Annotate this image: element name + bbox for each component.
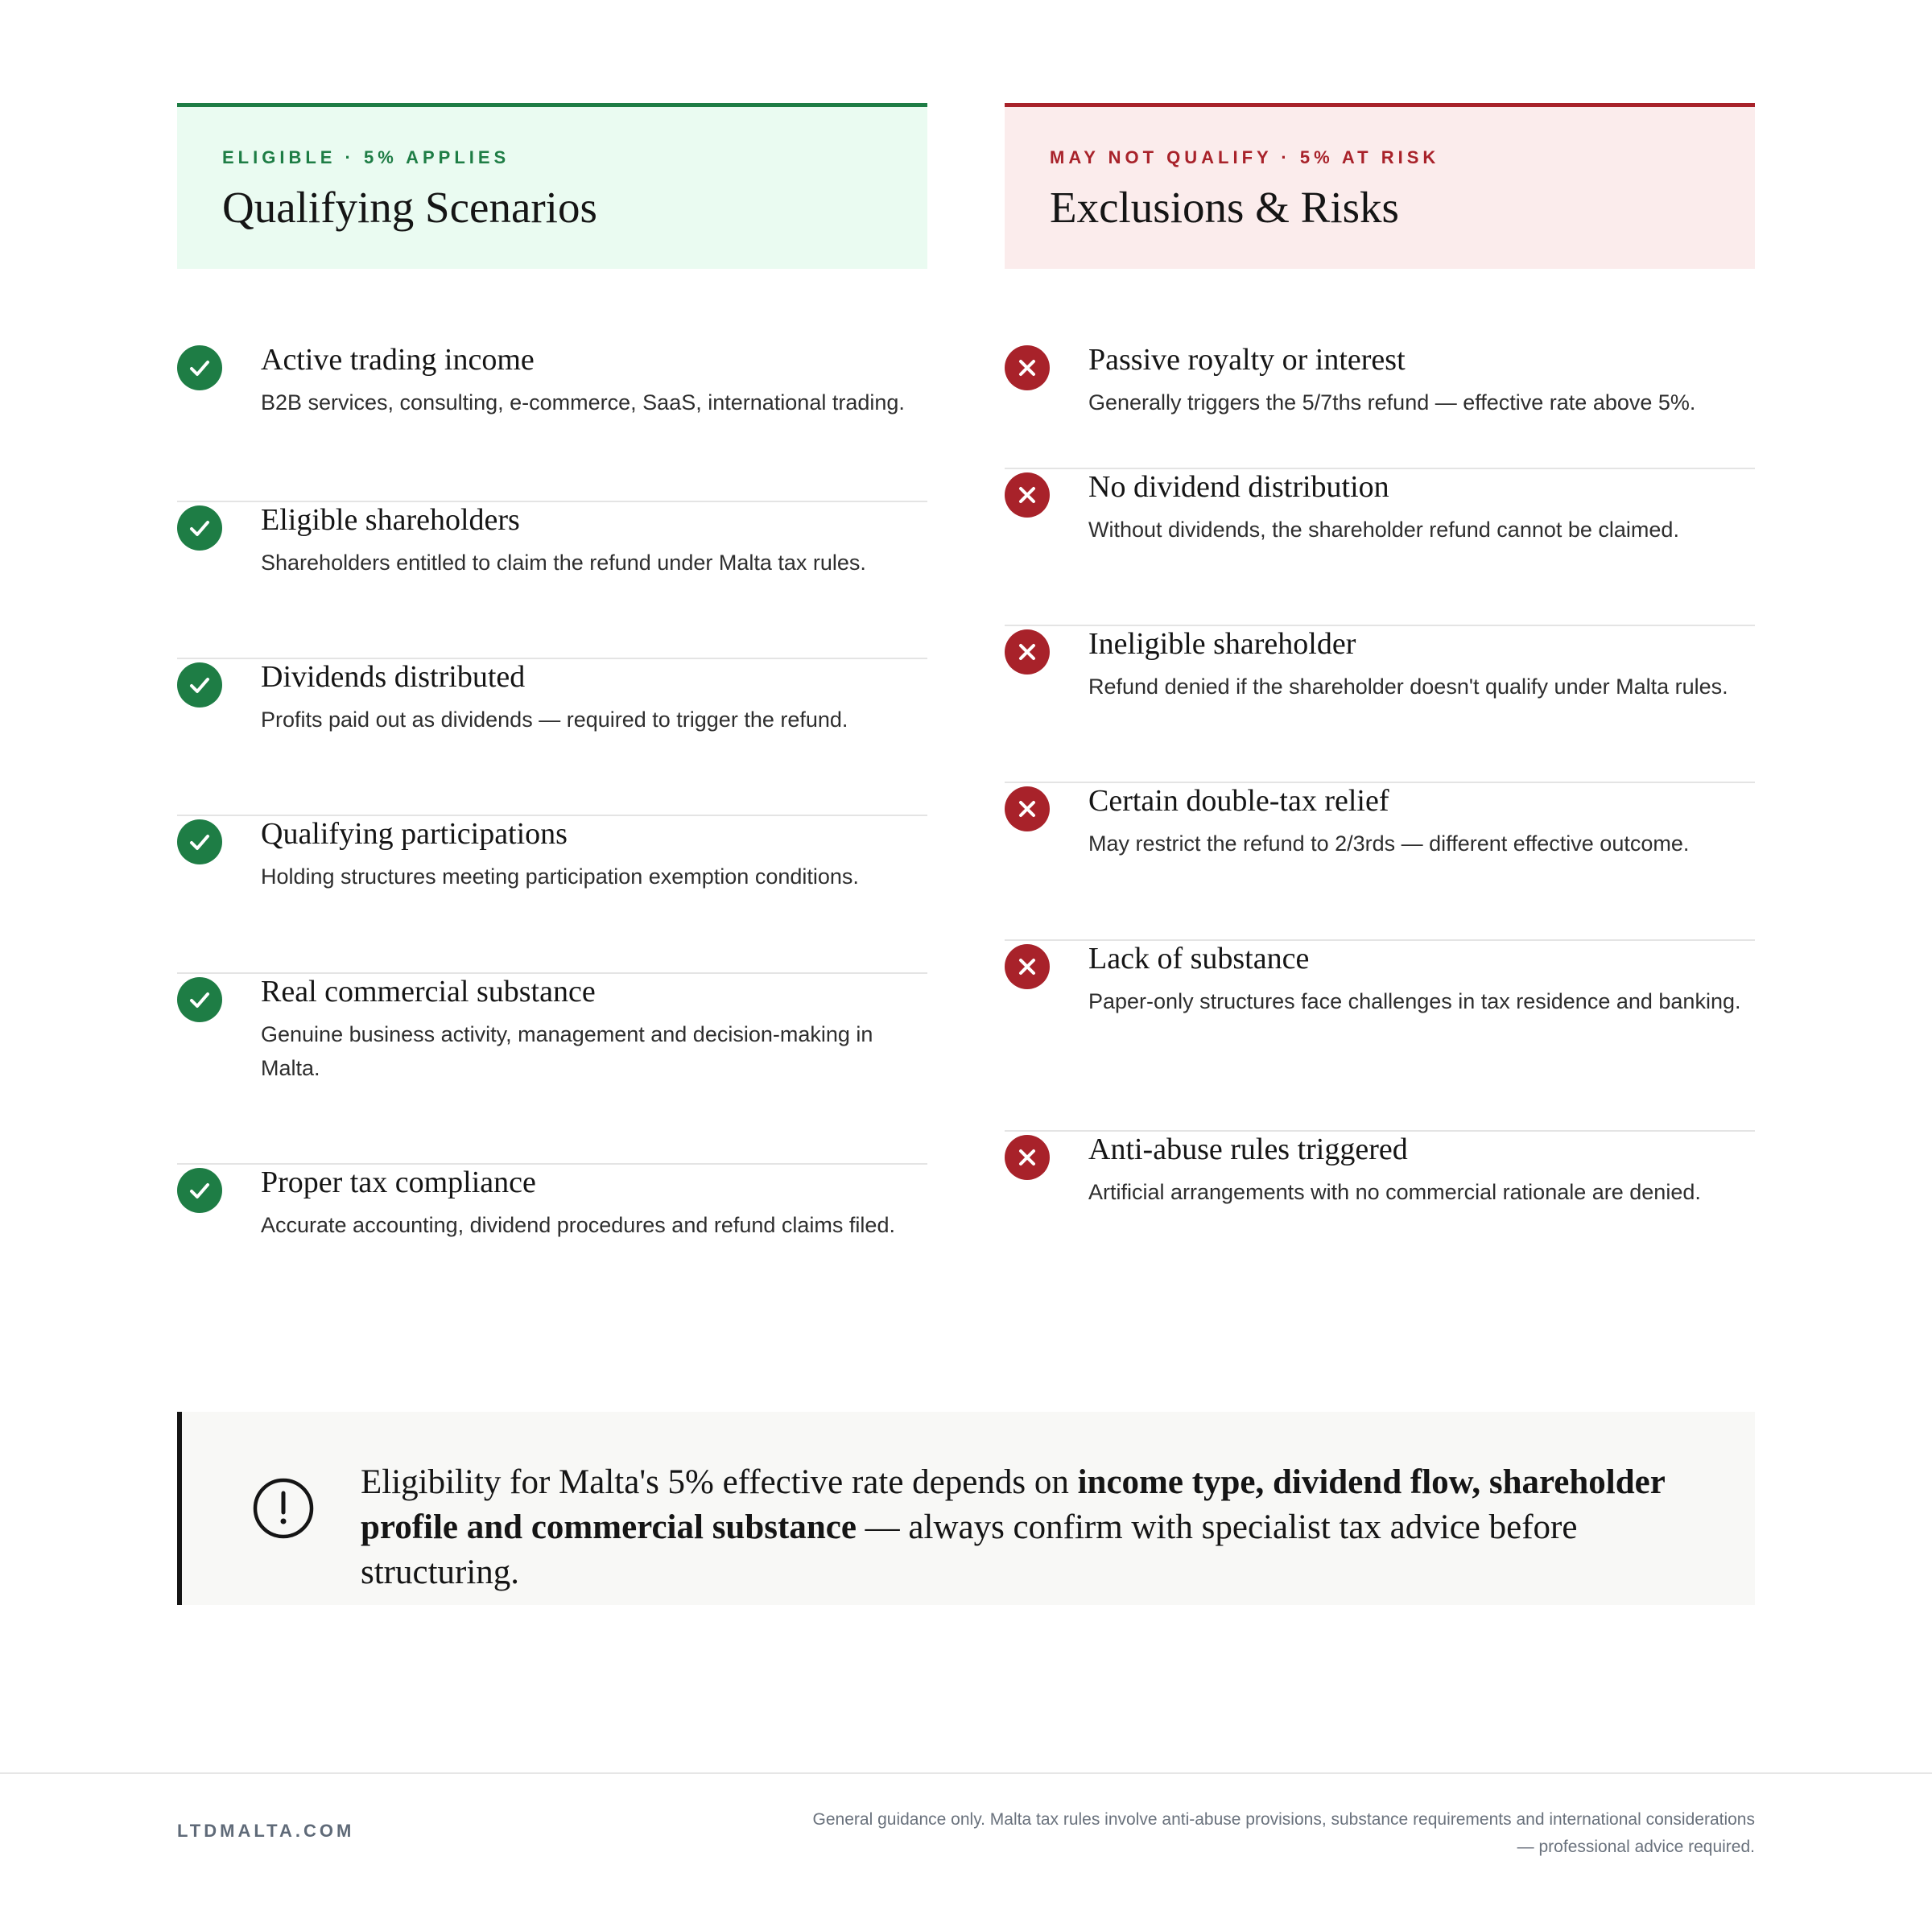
check-icon — [177, 505, 222, 551]
list-item — [177, 974, 927, 1165]
item-title: Qualifying participations — [261, 817, 568, 851]
callout-text-after: — always confirm with specialist tax advice before structuring. — [361, 1508, 1578, 1591]
x-icon — [1005, 472, 1050, 518]
callout-text — [361, 1460, 1729, 1595]
item-title: Passive royalty or interest — [1088, 343, 1406, 377]
exclusions-eyebrow: MAY NOT QUALIFY · 5% AT RISK — [1050, 147, 1440, 167]
x-icon — [1005, 345, 1050, 390]
item-description: May restrict the refund to 2/3rds — different effective outcome. — [1088, 831, 1690, 856]
item-description: Paper-only structures face challenges in tax residence and banking. — [1088, 989, 1741, 1013]
list-item — [177, 502, 927, 659]
item-title: Certain double-tax relief — [1088, 784, 1389, 818]
exclusions-header — [1005, 103, 1755, 269]
check-icon — [177, 345, 222, 390]
item-title: Dividends distributed — [261, 660, 526, 694]
list-item — [177, 659, 927, 816]
disclaimer-line: — professional advice required. — [1517, 1838, 1755, 1856]
exclusions-column — [1005, 103, 1755, 1260]
item-description: Artificial arrangements with no commercial rationale are denied. — [1088, 1180, 1701, 1204]
item-title: Active trading income — [261, 343, 535, 377]
item-description: Genuine business activity, management and decision-making in Malta. — [261, 1022, 873, 1080]
qualifying-title: Qualifying Scenarios — [222, 183, 597, 232]
exclusions-list — [1005, 342, 1755, 1260]
list-item — [177, 1165, 927, 1293]
exclamation-circle-icon — [251, 1476, 316, 1545]
list-item — [177, 342, 927, 502]
item-title: Eligible shareholders — [261, 503, 520, 537]
list-item — [1005, 1132, 1755, 1260]
item-description: Shareholders entitled to claim the refund under Malta tax rules. — [261, 551, 866, 575]
disclaimer-line: General guidance only. Malta tax rules involve anti-abuse provisions, substance requirements and international considerations — [812, 1810, 1755, 1829]
x-icon — [1005, 629, 1050, 675]
item-title: Ineligible shareholder — [1088, 627, 1356, 661]
qualifying-column — [177, 103, 927, 1293]
x-icon — [1005, 786, 1050, 831]
check-icon — [177, 1168, 222, 1213]
exclusions-title: Exclusions & Risks — [1050, 183, 1399, 232]
eligibility-callout — [177, 1412, 1755, 1605]
callout-text-before: Eligibility for Malta's 5% effective rate depends on — [361, 1463, 1078, 1501]
item-title: No dividend distribution — [1088, 470, 1389, 504]
qualifying-eyebrow: ELIGIBLE · 5% APPLIES — [222, 147, 510, 167]
footer-divider — [0, 1772, 1932, 1774]
list-item — [1005, 469, 1755, 626]
qualifying-header — [177, 103, 927, 269]
item-description: B2B services, consulting, e-commerce, SaaS, international trading. — [261, 390, 905, 415]
check-icon — [177, 977, 222, 1022]
callout-text-bold: income type, dividend flow, shareholder profile and commercial substance — [361, 1463, 1666, 1546]
footer-brand: LTDMALTA.COM — [177, 1821, 355, 1841]
x-icon — [1005, 944, 1050, 989]
item-description: Without dividends, the shareholder refund cannot be claimed. — [1088, 518, 1679, 542]
item-description: Refund denied if the shareholder doesn't qualify under Malta rules. — [1088, 675, 1728, 699]
item-title: Anti-abuse rules triggered — [1088, 1132, 1408, 1166]
x-icon — [1005, 1135, 1050, 1180]
item-title: Lack of substance — [1088, 942, 1310, 976]
list-item — [1005, 941, 1755, 1132]
item-description: Generally triggers the 5/7ths refund — effective rate above 5%. — [1088, 390, 1696, 415]
list-item — [1005, 342, 1755, 469]
list-item — [177, 816, 927, 974]
item-title: Real commercial substance — [261, 975, 596, 1009]
item-description: Holding structures meeting participation exemption conditions. — [261, 864, 859, 889]
list-item — [1005, 783, 1755, 941]
item-title: Proper tax compliance — [261, 1165, 536, 1199]
check-icon — [177, 662, 222, 708]
qualifying-list — [177, 342, 927, 1293]
check-icon — [177, 819, 222, 864]
footer-disclaimer — [708, 1806, 1755, 1861]
item-description: Accurate accounting, dividend procedures and refund claims filed. — [261, 1213, 895, 1237]
item-description: Profits paid out as dividends — required to trigger the refund. — [261, 708, 848, 732]
list-item — [1005, 626, 1755, 783]
